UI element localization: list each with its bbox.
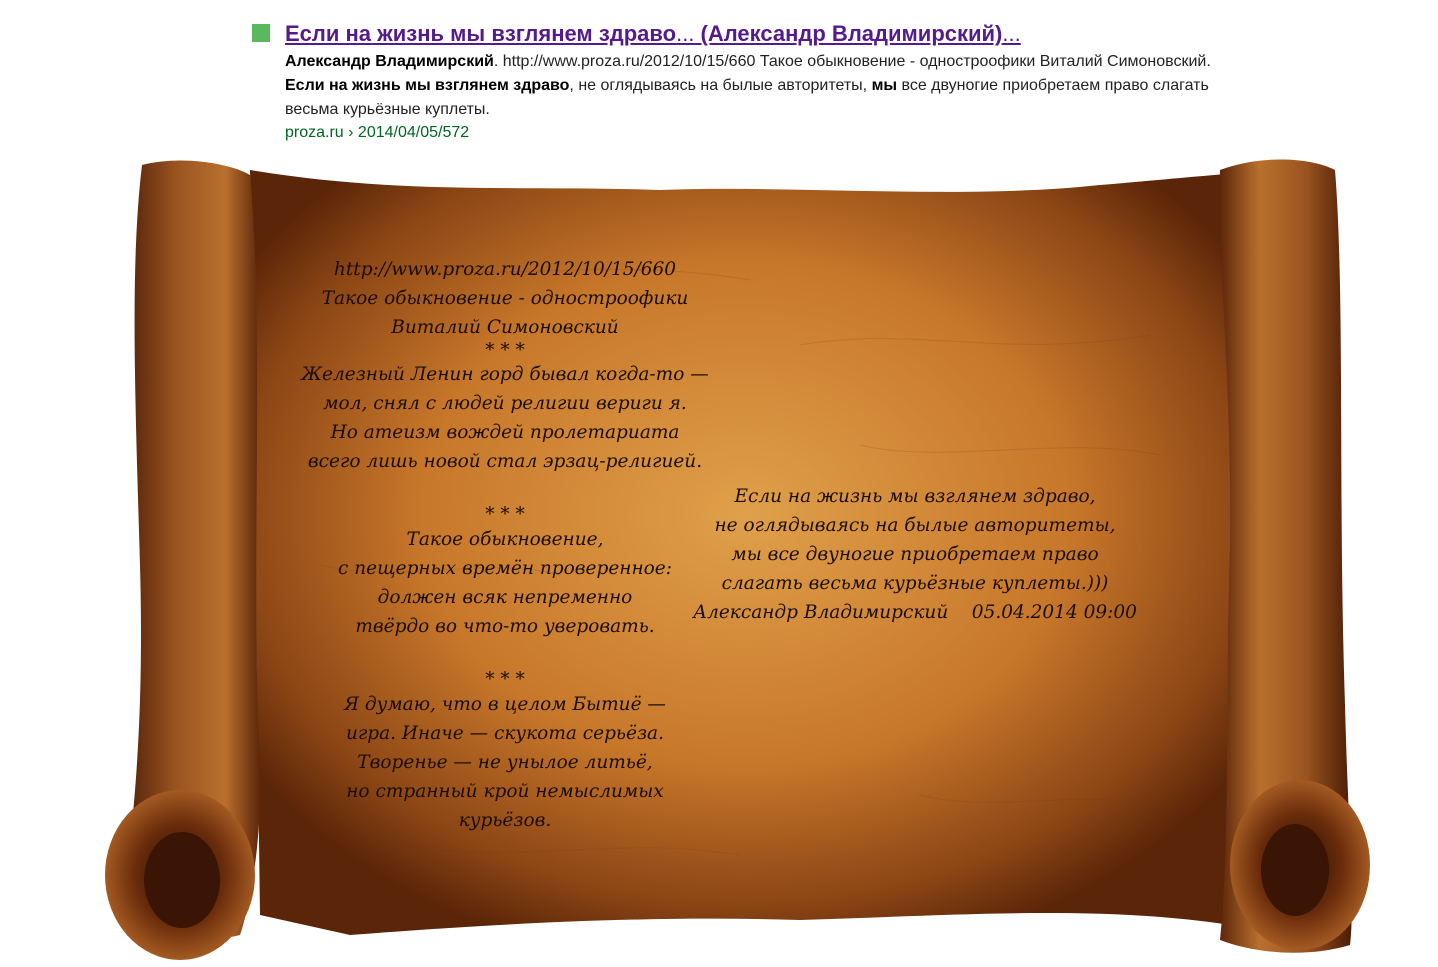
stars-divider: * * * [485, 340, 525, 361]
title-author: (Александр Владимирский) [694, 21, 1003, 46]
poem-right-column [680, 482, 1150, 627]
snippet-author: Александр Владимирский [285, 53, 494, 70]
result-snippet [285, 50, 1215, 122]
snippet-part2: , не оглядываясь на былые авторитеты, [569, 77, 872, 94]
stanza-1-line-2: мол, снял с людей религии вериги я. [323, 393, 687, 414]
stanza-3-line-4: но странный крой немыслимых курьёзов. [346, 781, 664, 831]
signature-name: Александр Владимирский [693, 602, 949, 623]
header-line-url: http://www.proza.ru/2012/10/15/660 [333, 259, 677, 280]
result-url[interactable]: proza.ru › 2014/04/05/572 [285, 124, 470, 141]
stanza-3-line-3: Творенье — не унылое литьё, [357, 752, 653, 773]
title-main: Если на жизнь мы взглянем здраво [285, 21, 677, 46]
right-line-1: Если на жизнь мы взглянем здраво, [734, 486, 1096, 507]
stars-divider: * * * [485, 504, 525, 525]
signature-date: 05.04.2014 09:00 [971, 602, 1137, 623]
stanza-1-line-4: всего лишь новой стал эрзац-религией. [307, 451, 703, 472]
right-line-3: мы все двуногие приобретаем право [731, 544, 1099, 565]
signature-line [680, 598, 1150, 627]
snippet-part1: . http://www.proza.ru/2012/10/15/660 Такое обыкновение - одностроофики Виталий Симоновский. [493, 53, 1211, 70]
poem-left-column [300, 255, 710, 835]
result-marker-icon [252, 24, 270, 42]
snippet-bold-we: мы [871, 77, 898, 94]
result-title-link[interactable] [285, 20, 1021, 48]
stanza-3-line-1: Я думаю, что в целом Бытиё — [344, 694, 666, 715]
stanza-1-line-1: Железный Ленин горд бывал когда-то — [301, 364, 709, 385]
stanza-2-line-1: Такое обыкновение, [406, 529, 604, 550]
snippet-part3: все двуногие приобретаем право слагать весьма курьёзные куплеты. [285, 77, 1209, 118]
stanza-2-line-3: должен всяк непременно [377, 587, 633, 608]
header-line-title: Такое обыкновение - одностроофики [321, 288, 689, 309]
stanza-2-line-4: твёрдо во что-то уверовать. [355, 616, 655, 637]
right-line-2: не оглядываясь на былые авторитеты, [714, 515, 1116, 536]
search-result [285, 20, 1285, 144]
stanza-1-line-3: Но атеизм вождей пролетариата [330, 422, 680, 443]
right-line-4: слагать весьма курьёзные куплеты.))) [721, 573, 1109, 594]
stanza-2-line-2: с пещерных времён проверенное: [338, 558, 672, 579]
title-ellipsis-2: ... [1002, 21, 1021, 46]
stars-divider: * * * [485, 669, 525, 690]
stanza-3-line-2: игра. Иначе — скукота серьёза. [346, 723, 664, 744]
header-line-author: Виталий Симоновский [391, 317, 619, 338]
snippet-bold-phrase: Если на жизнь мы взглянем здраво [285, 77, 570, 94]
title-ellipsis-1: ... [676, 21, 695, 46]
